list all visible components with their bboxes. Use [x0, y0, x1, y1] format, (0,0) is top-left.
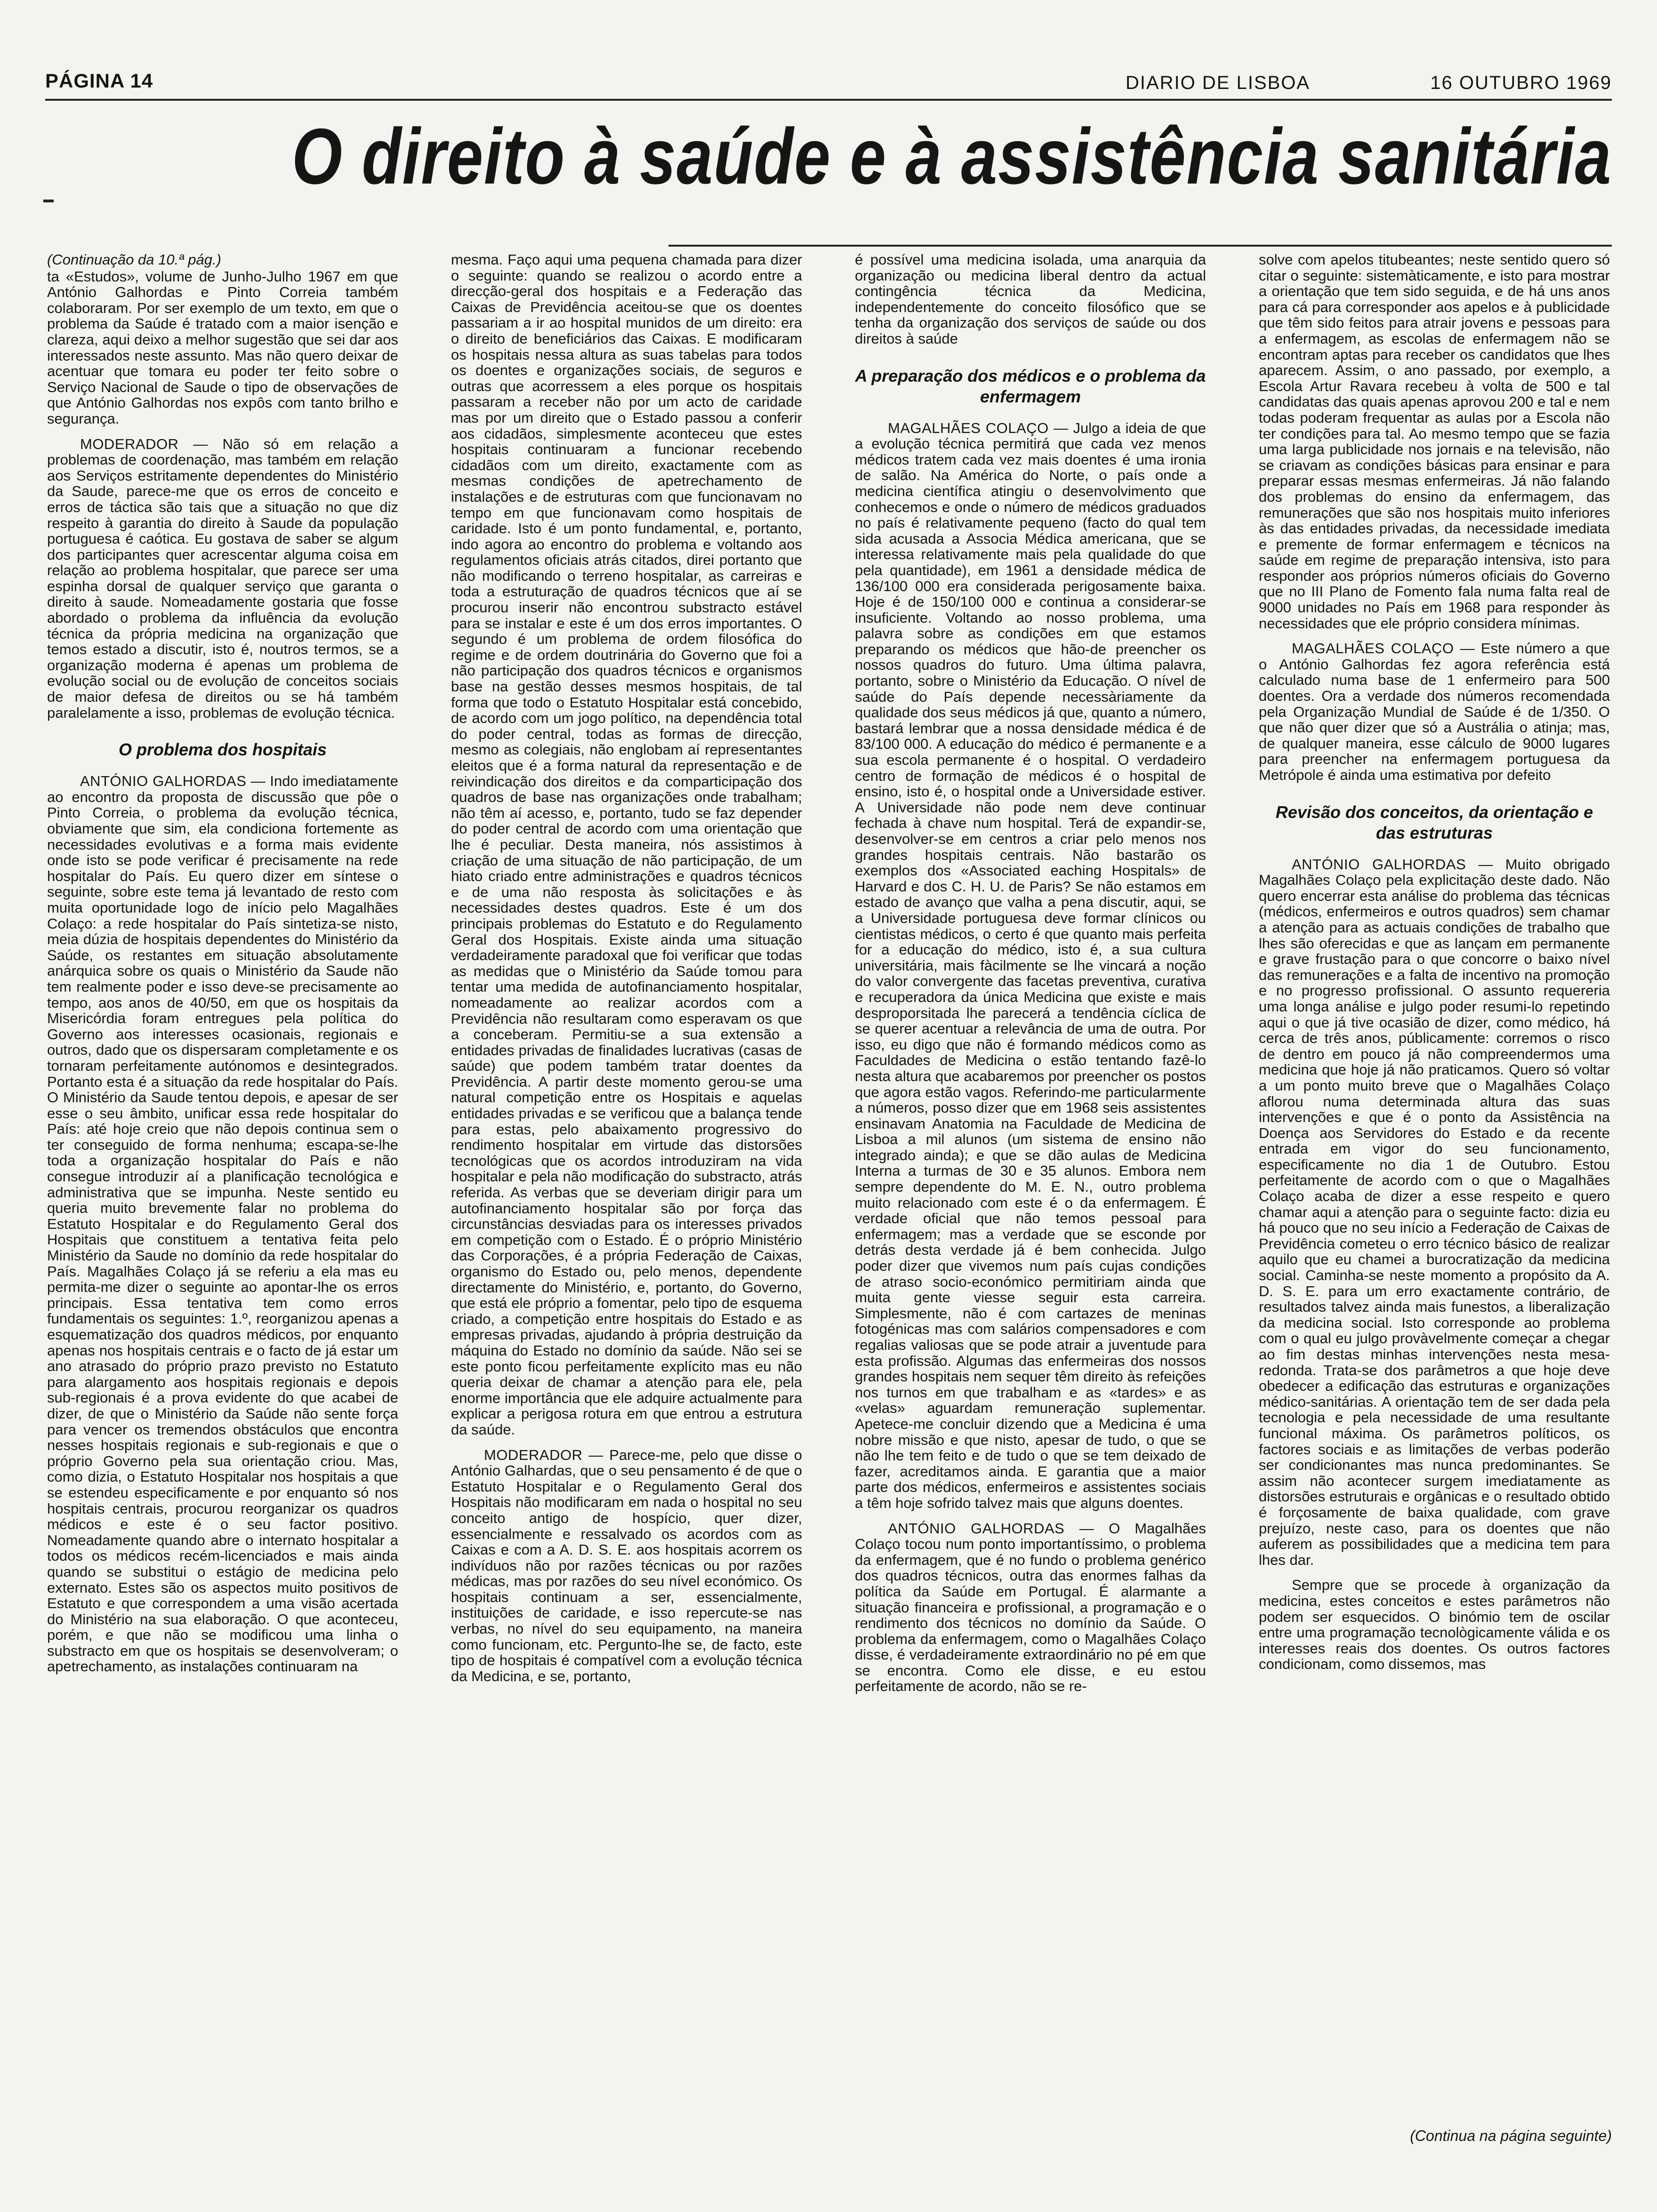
paragraph-text: Indo imediatamente ao encontro da proposta de discussão que pôe o Pinto Correia, o problema da evolução técnica, obviamente que sim, ela condiciona fortemente as necessidades evolutivas e a forma mais evidente onde isto se pode verificar é precisamente na rede hospitalar do País. Eu quero dizer em síntese o seguinte, sobre este tema já levantado de resto com muita oportunidade logo de início pelo Magalhães Colaço: a rede hospitalar do País sintetiza-se nisto, meia dúzia de hospitais dependentes do Ministério da Saúde, os restantes em situação absolutamente anárquica sobre os quais o Ministério da Saude não tem realmente poder e isso deve-se precisamente ao tempo, aos anos de 40/50, em que os hospitais da Misericórdia foram entregues pela política do Governo aos interesses ocasionais, regionais e outros, dado que os dispersaram completamente e os tornaram perfeitamente autónomos e desintegrados. Portanto esta é a situação da rede hospitalar do País. O Ministério da Saude tentou depois, e apesar de ser esse o seu âmbito, unificar essa rede hospitalar do País: até hoje creio que não depois continua sem o ter conseguido de forma nenhuma; escapa-se-lhe toda a organização hospitalar do País e não consegue introduzir aí a planificação tecnológica e administrativa que se impunha. Neste sentido eu queria muito brevemente falar no problema do Estatuto Hospitalar e do Regulamento Geral dos Hospitais que constituem a tentativa feita pelo Ministério da Saude no domínio da rede hospitalar do País. Magalhães Colaço já se referiu a ela mas eu permita-me dizer o seguinte ao apontar-lhe os erros principais. Essa tentativa tem como erros fundamentais os seguintes: 1.º, reorganizou apenas a esquematização dos quadros médicos, por enquanto apenas nos hospitais centrais e o facto de já estar um ano atrasado do próprio prazo previsto no Estatuto para alargamento aos hospitais regionais e depois sub-regionais é a prova evidente do que acabei de dizer, de que o Ministério da Saúde não sente força para vencer os tremendos obstáculos que encontra nesses hospitais regionais e sub-regionais e que o próprio Governo pela sua orientação criou. Mas, como dizia, o Estatuto Hospitalar nos hospitais a que se estendeu especificamente e por enquanto só nos hospitais centrais, procurou reorganizar os quadros médicos e este é o seu factor positivo. Nomeadamente quando abre o internato hospitalar a todos os médicos recém-licenciados e mais ainda quando se substitui o estágio de medicina pelo externato. Estes são os aspectos muito positivos de Estatuto e que correspondem a uma visão acertada do Ministério na sua elaboração. O que aconteceu, porém, e que não se modificou uma linha o substracto em que os hospitais se desenvolveram; o apetrechamento, as instalações continuaram na — [47, 773, 398, 1675]
speaker-name: ANTÓNIO GALHORDAS — — [888, 1520, 1094, 1537]
section-title: Revisão dos conceitos, da orientação e das estruturas — [1275, 802, 1593, 842]
paragraph-text: Parece-me, pelo que disse o António Galhardas, que o seu pensamento é de que o Estatuto Hospitalar e o Regulamento Geral dos Hospitais não modificaram em nada o hospital no seu conceito antigo de hospício, quer dizer, essencialmente e ressalvado os acordos com as Caixas e com a A. D. S. E. aos hospitais acorrem os indivíduos não por razões técnicas ou por razões médicas, mas por razões do seu nível económico. Os hospitais continuam a ser, essencialmente, instituições de caridade, e isso repercute-se nas verbas, no nível do seu equipamento, na maneira como funcionam, etc. Pergunto-lhe se, de facto, este tipo de hospitais é compatível com a evolução técnica da Medicina, e se, portanto, — [451, 1446, 802, 1684]
paragraph — [855, 1521, 1206, 1695]
paragraph-text: Não só em relação a problemas de coordenação, mas também em relação aos Serviços estritamente dependentes do Ministério da Saude, parece-me que os erros de conceito e erros de táctica são tais que a situação no que diz respeito à garantia do direito à Saude da população portuguesa é caótica. Eu gostava de saber se algum dos participantes quer acrescentar alguma coisa em relação ao problema hospitalar, que parece ser uma espinha dorsal de qualquer serviço que garanta o direito à saude. Nomeadamente gostaria que fosse abordado o problema da influência da evolução técnica da própria medicina na organização que temos estado a discutir, isto é, noutros termos, se a organização moderna é apenas um problema de evolução social ou de evolução de conceitos sociais de maior defesa de direitos ou se há também paralelamente a isso, problemas de evolução técnica. — [47, 435, 398, 721]
paragraph: mesma. Faço aqui uma pequena chamada para dizer o seguinte: quando se realizou o acordo entre a direcção-geral dos hospitais e a Federação das Caixas de Previdência aceitou-se que os doentes passariam a ir ao hospital munidos de um direito: era o direito de beneficiários das Caixas. E modificaram os hospitais nessa altura as suas tabelas para todos os doentes e organizações sociais, de seguros e outras que acorressem a eles porque os hospitais passaram a receber não por um acto de caridade mas por um direito que o Estado passou a conferir aos cidadãos, simplesmente aconteceu que estes hospitais continuaram a funcionar recebendo cidadãos com um direito, exactamente com as mesmas condições de apetrechamento de instalações e de estruturas com que funcionavam no tempo em que funcionavam como hospitais de caridade. Isto é um ponto fundamental, e, portanto, indo agora ao encontro do problema e voltando aos regulamentos oficiais atrás citados, direi portanto que não modificando o terreno hospitalar, as carreiras e toda a estruturação de quadros técnicos que aí se procurou inserir não encontrou substracto estável para se instalar e este é um dos erros importantes. O segundo é um problema de ordem filosófica do regime e de ordem doutrinária do Governo que foi a não participação dos quadros técnicos e organismos base na gestão desses mesmos hospitais, de tal forma que todo o Estatuto Hospitalar está concebido, de acordo com um jogo político, na dependência total do poder central, todas as formas de direcção, mesmo as colegiais, não englobam aí representantes eleitos que é a forma natural da representação e de reivindicação dos direitos e da comparticipação dos quadros de base nas organizações onde trabalham; não têm aí acesso, e, portanto, tudo se faz depender do poder central de acordo com uma orientação que lhe é peculiar. Desta maneira, nós assistimos à criação de uma situação de não participação, de um hiato criado entre administrações e quadros técnicos e de uma não resposta às solicitações e às necessidades destes quadros. Este é um dos principais problemas do Estatuto e do Regulamento Geral dos Hospitais. Existe ainda uma situação verdadeiramente paradoxal que foi verificar que todas as medidas que o Ministério da Saúde tomou para tentar uma medida de autofinanciamento hospitalar, nomeadamente ao realizar acordos com a Previdência não resultaram como esperavam os que a conceberam. Permitiu-se a sua extensão a entidades privadas de finalidades lucrativas (casas de saúde) que podem também tratar doentes da Previdência. A partir deste momento gerou-se uma natural competição entre os Hospitais e aquelas entidades privadas e se verificou que a balança tende para estas, pelo abaixamento progressivo do rendimento hospitalar em virtude das distorsões tecnológicas que os acordos introduziram na vida hospitalar e pela não modificação do substracto, atrás referida. As verbas que se deveriam dirigir para um autofinanciamento hospitalar são por força das circunstâncias desviadas para os interesses privados em competição com o Estado. É o próprio Ministério das Corporações, é a própria Federação de Caixas, organismo do Estado ou, pelo menos, dependente directamente do Ministério, e, portanto, do Governo, que está ele próprio a fomentar, pelo tipo de esquema criado, a competição entre hospitais do Estado e as empresas privadas, ajudando à própria destruição da máquina do Estado no domínio da saúde. Não sei se este ponto ficou perfeitamente explícito mas eu não queria deixar de chamar a atenção para ele, pela enorme importância que ele adquire actualmente para explicar a perigosa rotura em que entrou a estrutura da saúde. — [451, 252, 802, 1438]
paragraph-text: Julgo a ideia de que a evolução técnica permitirá que cada vez menos médicos tratem cada vez mais doentes é uma ironia de salão. Na América do Norte, o país onde a medicina científica atingiu o desenvolvimento que conhecemos e onde o número de médicos graduados no país é relativamente pequeno (facto do qual tem sida acusada a Associa Médica americana, que se interessa relativamente mais pela qualidade do que pela quantidade), em 1961 a densidade médica de 136/100 000 era considerada perigosamente baixa. Hoje é de 150/100 000 e continua a considerar-se insuficiente. Voltando ao nosso problema, uma palavra sobre as condições em que estamos preparando os médicos que hão-de preencher os nossos quadros do futuro. Uma última palavra, portanto, sobre o Ministério da Educação. O nível de saúde do País depende necessàriamente da qualidade dos seus médicos já que, quanto a número, bastará lembrar que a nossa densidade médica é de 83/100 000. A educação do médico é permanente e a sua escola permanente é o hospital. O verdadeiro centro de formação de médicos é o hospital de ensino, isto é, o hospital onde a Universidade estiver. A Universidade não pode nem deve continuar fechada à chave num hospital. Terá de expandir-se, desenvolver-se em centros a criar pelo menos nos grandes hospitais centrais. Não bastarão os exemplos dos «Associated eaching Hospitals» de Harvard e dos C. H. U. de Paris? Se não estamos em estado de avanço que valha a pena discutir, aqui, se a Universidade portuguesa deve formar clínicos ou cientistas médicos, o certo é que quanto mais perfeita for a educação do médico, isto é, a sua cultura universitária, mais fàcilmente se lhe vincará a noção do valor convergente das facetas preventiva, curativa e recuperadora da única Medicina que existe e mais desproporsitada lhe parecerá a tendência cíclica de se querer acentuar a relevância de uma de outra. Por isso, eu digo que não é formando médicos como as Faculdades de Medicina o estão tentando fazê-lo nesta altura que acabaremos por preencher os postos que agora estão vagos. Referindo-me particularmente a números, posso dizer que em 1968 seis assistentes ensinavam Anatomia na Faculdade de Medicina de Lisboa a mil alunos (um sistema de ensino não integrado ainda); e que se dão aulas de Medicina Interna a turmas de 30 e 35 alunos. Embora nem sempre dependente do M. E. N., outro problema muito relacionado com este é o da enfermagem. É verdade oficial que não temos pessoal para enfermagem; mas a verdade que se esconde por detrás desta verdade já é bem conhecida. Julgo poder dizer que vivemos num país cujas condições de atraso socio-económico permitiriam ainda que muita gente viesse seguir esta carreira. Simplesmente, não é com cartazes de meninas fotogénicas mas com salários compensadores e com regalias valiosas que se pode atrair a juventude para esta profissão. Algumas das enfermeiras dos nossos grandes hospitais nem sequer têm direito às refeições nos turnos em que trabalham e as «tardes» e as «velas» aguardam remuneração suplementar. Apetece-me concluir dizendo que a Medicina é uma nobre missão e que nisto, apesar de tudo, o que se não lhe tem feito e de tudo o que se tem deixado de fazer, acreditamos ainda. E garantia que a maior parte dos médicos, enfermeiros e assistentes sociais a têm hoje sofrido talvez mais que alguns doentes. — [855, 419, 1206, 1511]
paragraph: Sempre que se procede à organização da medicina, estes conceitos e estes parâmetros não podem ser esquecidos. O binómio tem de oscilar entre uma programação tecnològicamente válida e os interesses reais dos doentes. Os outros factores condicionam, como dissemos, mas — [1259, 1577, 1610, 1673]
page-number: PÁGINA 14 — [45, 70, 153, 92]
speaker-name: ANTÓNIO GALHORDAS — — [80, 773, 266, 790]
headline: O direito à saúde e à assistência sanitária — [291, 112, 1612, 200]
paragraph: solve com apelos titubeantes; neste sentido quero só citar o seguinte: sistemàticamente, e isto para mostrar a orientação que tem sido seguida, e de há uns anos para cá para corresponder aos apelos e à publicidade que têm sido feitos para atrair jovens e pessoas para a enfermagem, as escolas de enfermagem não se encontram aptas para receber os candidatos que lhes aparecem. Assim, o ano passado, por exemplo, a Escola Artur Ravara recebeu à volta de 500 e tal candidatas das quais apenas aprovou 200 e tal e nem todas poderam frequentar as aulas por a Escola não ter condições para tal. Ao mesmo tempo que se fazia uma larga publicidade nos jornais e na televisão, não se criavam as condições básicas para ensinar e para preparar essas mesmas enfermeiras. Já não falando dos problemas do ensino da enfermagem, das remunerações que são nos hospitais muito inferiores às das entidades privadas, da necessidade imediata e premente de formar enfermagem e técnicos na saúde em regime de preparação intensiva, isto para responder aos próprios números oficiais do Governo que no III Plano de Fomento fala numa falta real de 9000 unidades no País em 1968 para responder às necessidades que ele próprio considera mínimas. — [1259, 252, 1610, 632]
paragraph — [47, 773, 398, 1675]
margin-dash — [43, 200, 54, 202]
speaker-name: ANTÓNIO GALHORDAS — — [1292, 856, 1493, 873]
column-1 — [47, 252, 398, 2125]
headline-rule — [668, 245, 1612, 247]
paragraph — [855, 420, 1206, 1511]
section-title: O problema dos hospitais — [118, 740, 327, 760]
column-4 — [1259, 252, 1610, 2125]
paragraph — [47, 436, 398, 721]
article-columns — [47, 252, 1610, 2125]
paragraph — [1259, 641, 1610, 783]
column-3 — [855, 252, 1206, 2125]
paragraph-text: Este número a que o António Galhordas fez agora referência está calculado numa base de 1 enfermeiro para 500 doentes. Ora a verdade dos números recomendada pela Organização Mundial de Saúde é de 1/350. O que não quer dizer que só a Austrália o atinja; mas, de qualquer maneira, esse cálculo de 9000 lugares para preencher na enfermagem portuguesa da Metrópole é ainda uma estimativa por defeito — [1259, 640, 1610, 783]
paragraph — [451, 1447, 802, 1684]
paragraph-text: O Magalhães Colaço tocou num ponto importantíssimo, o problema da enfermagem, que é no fundo o problema genérico dos quadros técnicos, outra das enormes falhas da política da Saúde em Portugal. É alarmante a situação financeira e profissional, a programação e o rendimento dos técnicos no domínio da Saúde. O problema da enfermagem, como o Magalhães Colaço disse, é verdadeiramente extraordinário no pé em que se encontra. Como ele disse, e eu estou perfeitamente de acordo, não se re- — [855, 1520, 1206, 1695]
continuation-note: (Continuação da 10.ª pág.) — [47, 252, 221, 268]
speaker-name: MODERADOR — — [80, 435, 208, 452]
paragraph: ta «Estudos», volume de Junho-Julho 1967 em que António Galhordas e Pinto Correia também colaboraram. Por ser exemplo de um texto, em que o problema da Saúde é tratado com a maior isenção e clareza, aqui deixo a melhor sugestão que sei dar aos interessados neste assunto. Mas não quero deixar de acentuar que tomara eu poder ter feito sobre o Serviço Nacional de Saude o tipo de observações de que António Galhordas nos expôs com tanto brilho e segurança. — [47, 268, 398, 427]
speaker-name: MAGALHÃES COLAÇO — — [888, 419, 1069, 436]
speaker-name: MAGALHÃES COLAÇO — — [1292, 640, 1475, 657]
section-title: A preparação dos médicos e o problema da enfermagem — [855, 366, 1206, 406]
issue-date: 16 OUTUBRO 1969 — [1430, 72, 1612, 93]
paragraph-text: Muito obrigado Magalhães Colaço pela explicitação deste dado. Não quero encerrar esta análise do problema das técnicas (médicos, enfermeiros e outros quadros) sem chamar a atenção para as actuais condições de trabalho que lhes são oferecidas e que as lançam em permanente e grave frustação para o que concorre o baixo nível das remunerações e a falta de incentivo na promoção e no progresso profissional. O assunto requereria uma longa análise e julgo poder resumi-lo repetindo aqui o que já tive ocasião de dizer, como médico, há cerca de três anos, públicamente: corremos o risco de dentro em pouco já não compreendermos uma medicina que hoje já não praticamos. Quero só voltar a um ponto muito breve que o Magalhães Colaço aflorou numa determinada altura das suas intervenções e que é o ponto da Assistência na Doença aos Servidores do Estado e da recente entrada em vigor do seu funcionamento, especificamente no dia 1 de Outubro. Estou perfeitamente de acordo com o que o Magalhães Colaço acaba de dizer a esse respeito e quero chamar aqui a atenção para o seguinte facto: dizia eu há pouco que no seu início a Federação de Caixas de Previdência cometeu o erro técnico básico de realizar aquilo que eu chamei a burocratização da medicina social. Caminha-se neste momento a propósito da A. D. S. E. para um erro exactamente contrário, de resultados talvez ainda mais funestos, a liberalização da medicina social. Isto corresponde ao problema com o qual eu julgo provàvelmente começar a chegar ao fim destas minhas intervenções nesta mesa-redonda. Trata-se dos parâmetros a que hoje deve obedecer a edificação das estruturas e organizações médico-sanitárias. A orientação tem de ser dada pela tecnologia e pela necessidade de uma resultante funcional máxima. Os parâmetros políticos, os factores sociais e as limitações de verbas poderão ser condicionantes mas nunca predominantes. Se assim não acontecer surgem imediatamente as distorsões estruturais e orgânicas e o resultado obtido é forçosamente de baixa qualidade, com grave prejuízo, neste caso, para os doentes que não auferem as possibilidades que a medicina tem para lhes dar. — [1259, 856, 1610, 1568]
speaker-name: MODERADOR — — [484, 1446, 603, 1463]
column-2 — [451, 252, 802, 2125]
newspaper-name: DIARIO DE LISBOA — [1126, 72, 1311, 93]
masthead — [45, 66, 1612, 101]
paragraph: é possível uma medicina isolada, uma anarquia da organização ou medicina liberal dentro da actual contingência técnica da Medicina, independentemente do conceito filosófico que se tenha da organização dos serviços de saúde ou dos direitos à saúde — [855, 252, 1206, 347]
paragraph — [1259, 857, 1610, 1568]
continued-note: (Continua na página seguinte) — [1410, 2127, 1612, 2144]
